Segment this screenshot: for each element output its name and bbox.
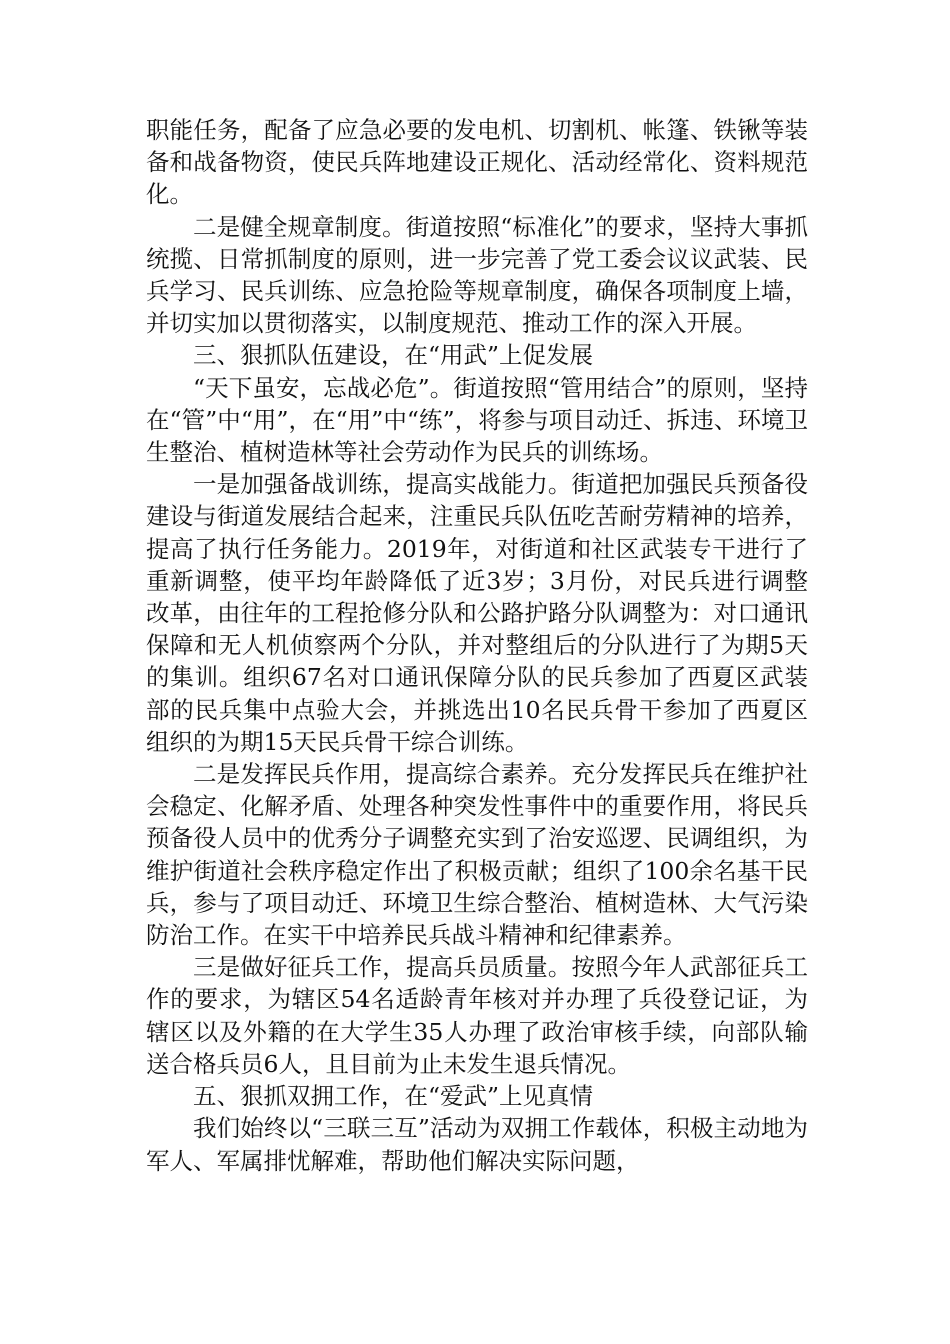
document-body <box>146 114 808 1177</box>
paragraph-regulations: 二是健全规章制度。街道按照“标准化”的要求，坚持大事抓统揽、日常抓制度的原则，进一步完善了党工委会议议武装、民兵学习、民兵训练、应急抢险等规章制度，确保各项制度上墙，并切实加以贯彻落实，以制度规范、推动工作的深入开展。 <box>146 212 808 338</box>
paragraph-conscription: 三是做好征兵工作，提高兵员质量。按照今年人武部征兵工作的要求，为辖区54名适龄青年核对并办理了兵役登记证，为辖区以及外籍的在大学生35人办理了政治审核手续，向部队输送合格兵员6人，且目前为止未发生退兵情况。 <box>146 953 808 1078</box>
paragraph-team-building-intro: “天下虽安，忘战必危”。街道按照“管用结合”的原则，坚持在“管”中“用”，在“用”中“练”，将参与项目动迁、拆违、环境卫生整治、植树造林等社会劳动作为民兵的训练场。 <box>146 373 808 467</box>
section-heading-dual-support: 五、狠抓双拥工作，在“爱武”上见真情 <box>193 1082 594 1111</box>
paragraph-dual-support: 我们始终以“三联三互”活动为双拥工作载体，积极主动地为军人、军属排忧解难，帮助他们解决实际问题， <box>146 1114 808 1175</box>
paragraph-militia-role: 二是发挥民兵作用，提高综合素养。充分发挥民兵在维护社会稳定、化解矛盾、处理各种突发性事件中的重要作用，将民兵预备役人员中的优秀分子调整充实到了治安巡逻、民调组织，为维护街道社会秩序稳定作出了积极贡献；组织了100余名基干民兵，参与了项目动迁、环境卫生综合整治、植树造林、大气污染防治工作。在实干中培养民兵战斗精神和纪律素养。 <box>146 760 808 950</box>
section-heading-team-building: 三、狠抓队伍建设，在“用武”上促发展 <box>193 341 594 370</box>
paragraph-continuation: 职能任务，配备了应急必要的发电机、切割机、帐篷、铁锹等装备和战备物资，使民兵阵地建设正规化、活动经常化、资料规范化。 <box>146 116 808 209</box>
paragraph-combat-training: 一是加强备战训练，提高实战能力。街道把加强民兵预备役建设与街道发展结合起来，注重民兵队伍吃苦耐劳精神的培养，提高了执行任务能力。2019年，对街道和社区武装专干进行了重新调整，使平均年龄降低了近3岁；3月份，对民兵进行调整改革，由往年的工程抢修分队和公路护路分队调整为：对口通讯保障和无人机侦察两个分队，并对整组后的分队进行了为期5天的集训。组织67名对口通讯保障分队的民兵参加了西夏区武装部的民兵集中点验大会，并挑选出10名民兵骨干参加了西夏区组织的为期15天民兵骨干综合训练。 <box>146 470 808 756</box>
